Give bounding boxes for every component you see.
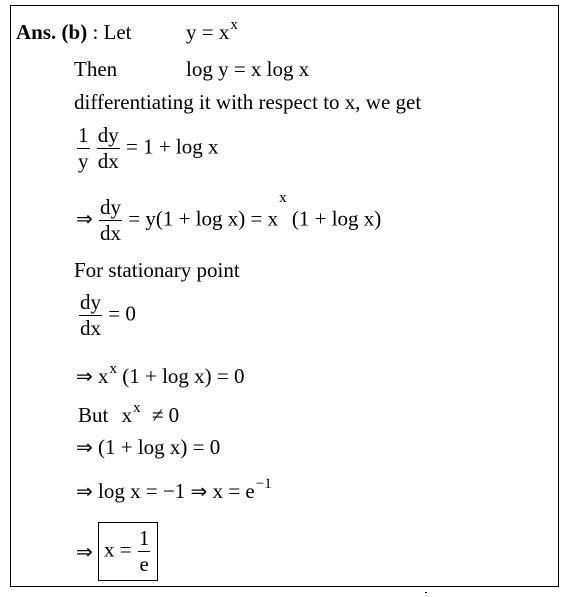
step1-rhs: = 1 + log x (126, 134, 219, 159)
but-text: But (78, 403, 109, 427)
implies-arrow: ⇒ (76, 435, 93, 459)
implies-arrow: ⇒ (190, 479, 208, 503)
fraction-numerator: dy (97, 123, 119, 147)
function-definition (186, 17, 238, 44)
step7-eq-a: log x = −1 (98, 479, 186, 503)
step4-base: x (98, 364, 109, 388)
fraction-dy-dx (79, 290, 102, 341)
step5-exponent: x (133, 400, 141, 416)
implies-arrow: ⇒ (76, 364, 93, 388)
derivative-step-2 (76, 190, 382, 246)
step4-exponent: x (109, 361, 118, 377)
derivative-zero-step (76, 361, 245, 388)
let-text: : Let (87, 20, 132, 44)
step6-eq: (1 + log x) = 0 (98, 435, 221, 459)
log-equation: log y = x log x (186, 57, 310, 81)
final-answer-box (98, 522, 158, 581)
fraction-1-over-e (138, 526, 151, 577)
step5-rest: ≠ 0 (151, 403, 180, 427)
solve-step (76, 476, 272, 503)
fraction-numerator: 1 (78, 123, 89, 147)
final-answer (76, 522, 158, 581)
fraction-dy-dx (99, 195, 122, 246)
differentiating-text: differentiating it with respect to x, we get (74, 90, 422, 114)
fraction-numerator: dy (80, 290, 101, 314)
step2-rhs-a: = y(1 + log x) = x (128, 206, 279, 231)
fraction-denominator: dx (97, 149, 119, 173)
step5-base: x (121, 403, 133, 427)
fraction-denominator: e (139, 552, 149, 576)
nonzero-condition (78, 400, 180, 427)
fraction-dy-dx (97, 123, 120, 174)
stationary-condition (78, 290, 136, 341)
fraction-1-over-y (77, 123, 90, 174)
step2-rhs-b: (1 + log x) (291, 206, 382, 231)
fraction-denominator: y (78, 149, 89, 173)
stationary-point-text: For stationary point (74, 258, 240, 282)
final-lhs: x = (104, 537, 132, 562)
fraction-numerator: dy (100, 195, 122, 219)
log-zero-step (76, 437, 220, 458)
fraction-denominator: dx (80, 316, 101, 340)
step3-rhs: = 0 (108, 301, 136, 326)
function-exponent: x (230, 17, 238, 33)
step7-eq-b: x = e (212, 479, 255, 503)
step7-exponent: −1 (255, 476, 272, 492)
step2-exponent: x (279, 190, 287, 206)
implies-arrow: ⇒ (76, 539, 93, 564)
step4-rest: (1 + log x) = 0 (122, 364, 245, 388)
stray-mark (425, 592, 427, 593)
implies-arrow: ⇒ (76, 206, 93, 231)
answer-header (16, 22, 132, 43)
function-eq: y = x (186, 20, 230, 44)
derivative-step-1 (76, 123, 219, 174)
fraction-denominator: dx (100, 221, 122, 245)
answer-label: Ans. (b) (16, 20, 88, 44)
fraction-numerator: 1 (138, 526, 150, 550)
implies-arrow: ⇒ (76, 479, 93, 503)
then-label: Then (74, 57, 118, 81)
